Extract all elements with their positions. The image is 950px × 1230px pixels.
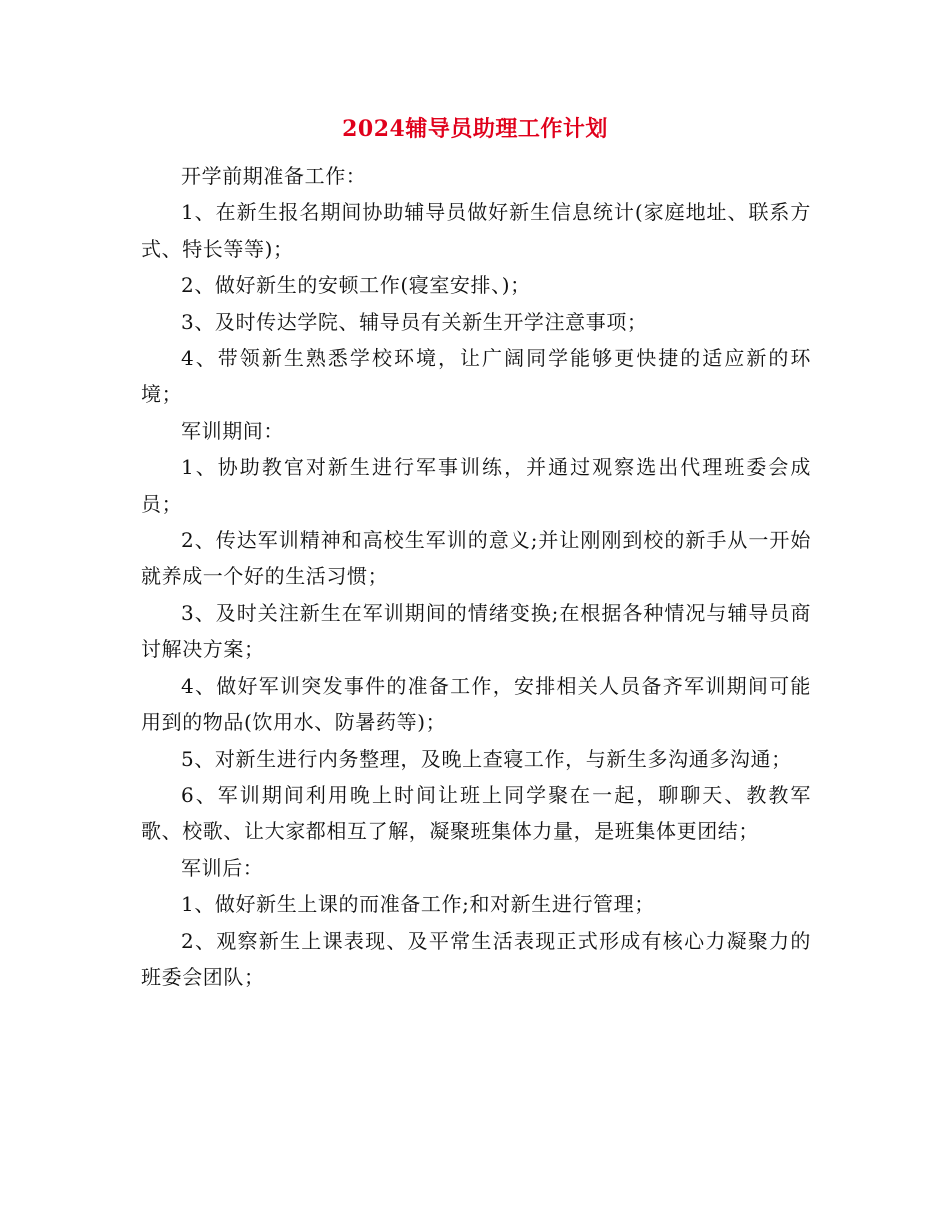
document-body (141, 158, 811, 995)
paragraph: 1、在新生报名期间协助辅导员做好新生信息统计(家庭地址、联系方式、特长等等)； (141, 200, 811, 261)
paragraph: 4、做好军训突发事件的准备工作，安排相关人员备齐军训期间可能用到的物品(饮用水、防暑药等)； (141, 673, 811, 735)
section-heading-pre-term: 开学前期准备工作： (181, 164, 367, 188)
paragraph: 5、对新生进行内务整理，及晚上查寝工作，与新生多沟通多沟通； (181, 746, 792, 771)
paragraph: 2、观察新生上课表现、及平常生活表现正式形成有核心力凝聚力的班委会团队； (141, 928, 811, 989)
section-heading-military-training: 军训期间： (181, 418, 284, 443)
paragraph: 3、及时传达学院、辅导员有关新生开学注意事项； (181, 309, 648, 334)
paragraph: 6、军训期间利用晚上时间让班上同学聚在一起，聊聊天、教教军歌、校歌、让大家都相互了解，凝聚班集体力量，是班集体更团结； (141, 782, 811, 844)
document-title: 2024辅导员助理工作计划 (342, 116, 608, 142)
paragraph: 2、做好新生的安顿工作(寝室安排、)； (181, 273, 531, 298)
paragraph: 3、及时关注新生在军训期间的情绪变换;在根据各种情况与辅导员商讨解决方案； (141, 600, 811, 662)
paragraph: 4、带领新生熟悉学校环境，让广阔同学能够更快捷的适应新的环境； (141, 346, 811, 407)
section-heading-after-training: 军训后： (181, 855, 264, 880)
paragraph: 1、做好新生上课的而准备工作;和对新生进行管理； (181, 892, 655, 917)
paragraph: 2、传达军训精神和高校生军训的意义;并让刚刚到校的新手从一开始就养成一个好的生活习惯； (141, 528, 811, 589)
paragraph: 1、协助教官对新生进行军事训练，并通过观察选出代理班委会成员； (141, 455, 811, 516)
